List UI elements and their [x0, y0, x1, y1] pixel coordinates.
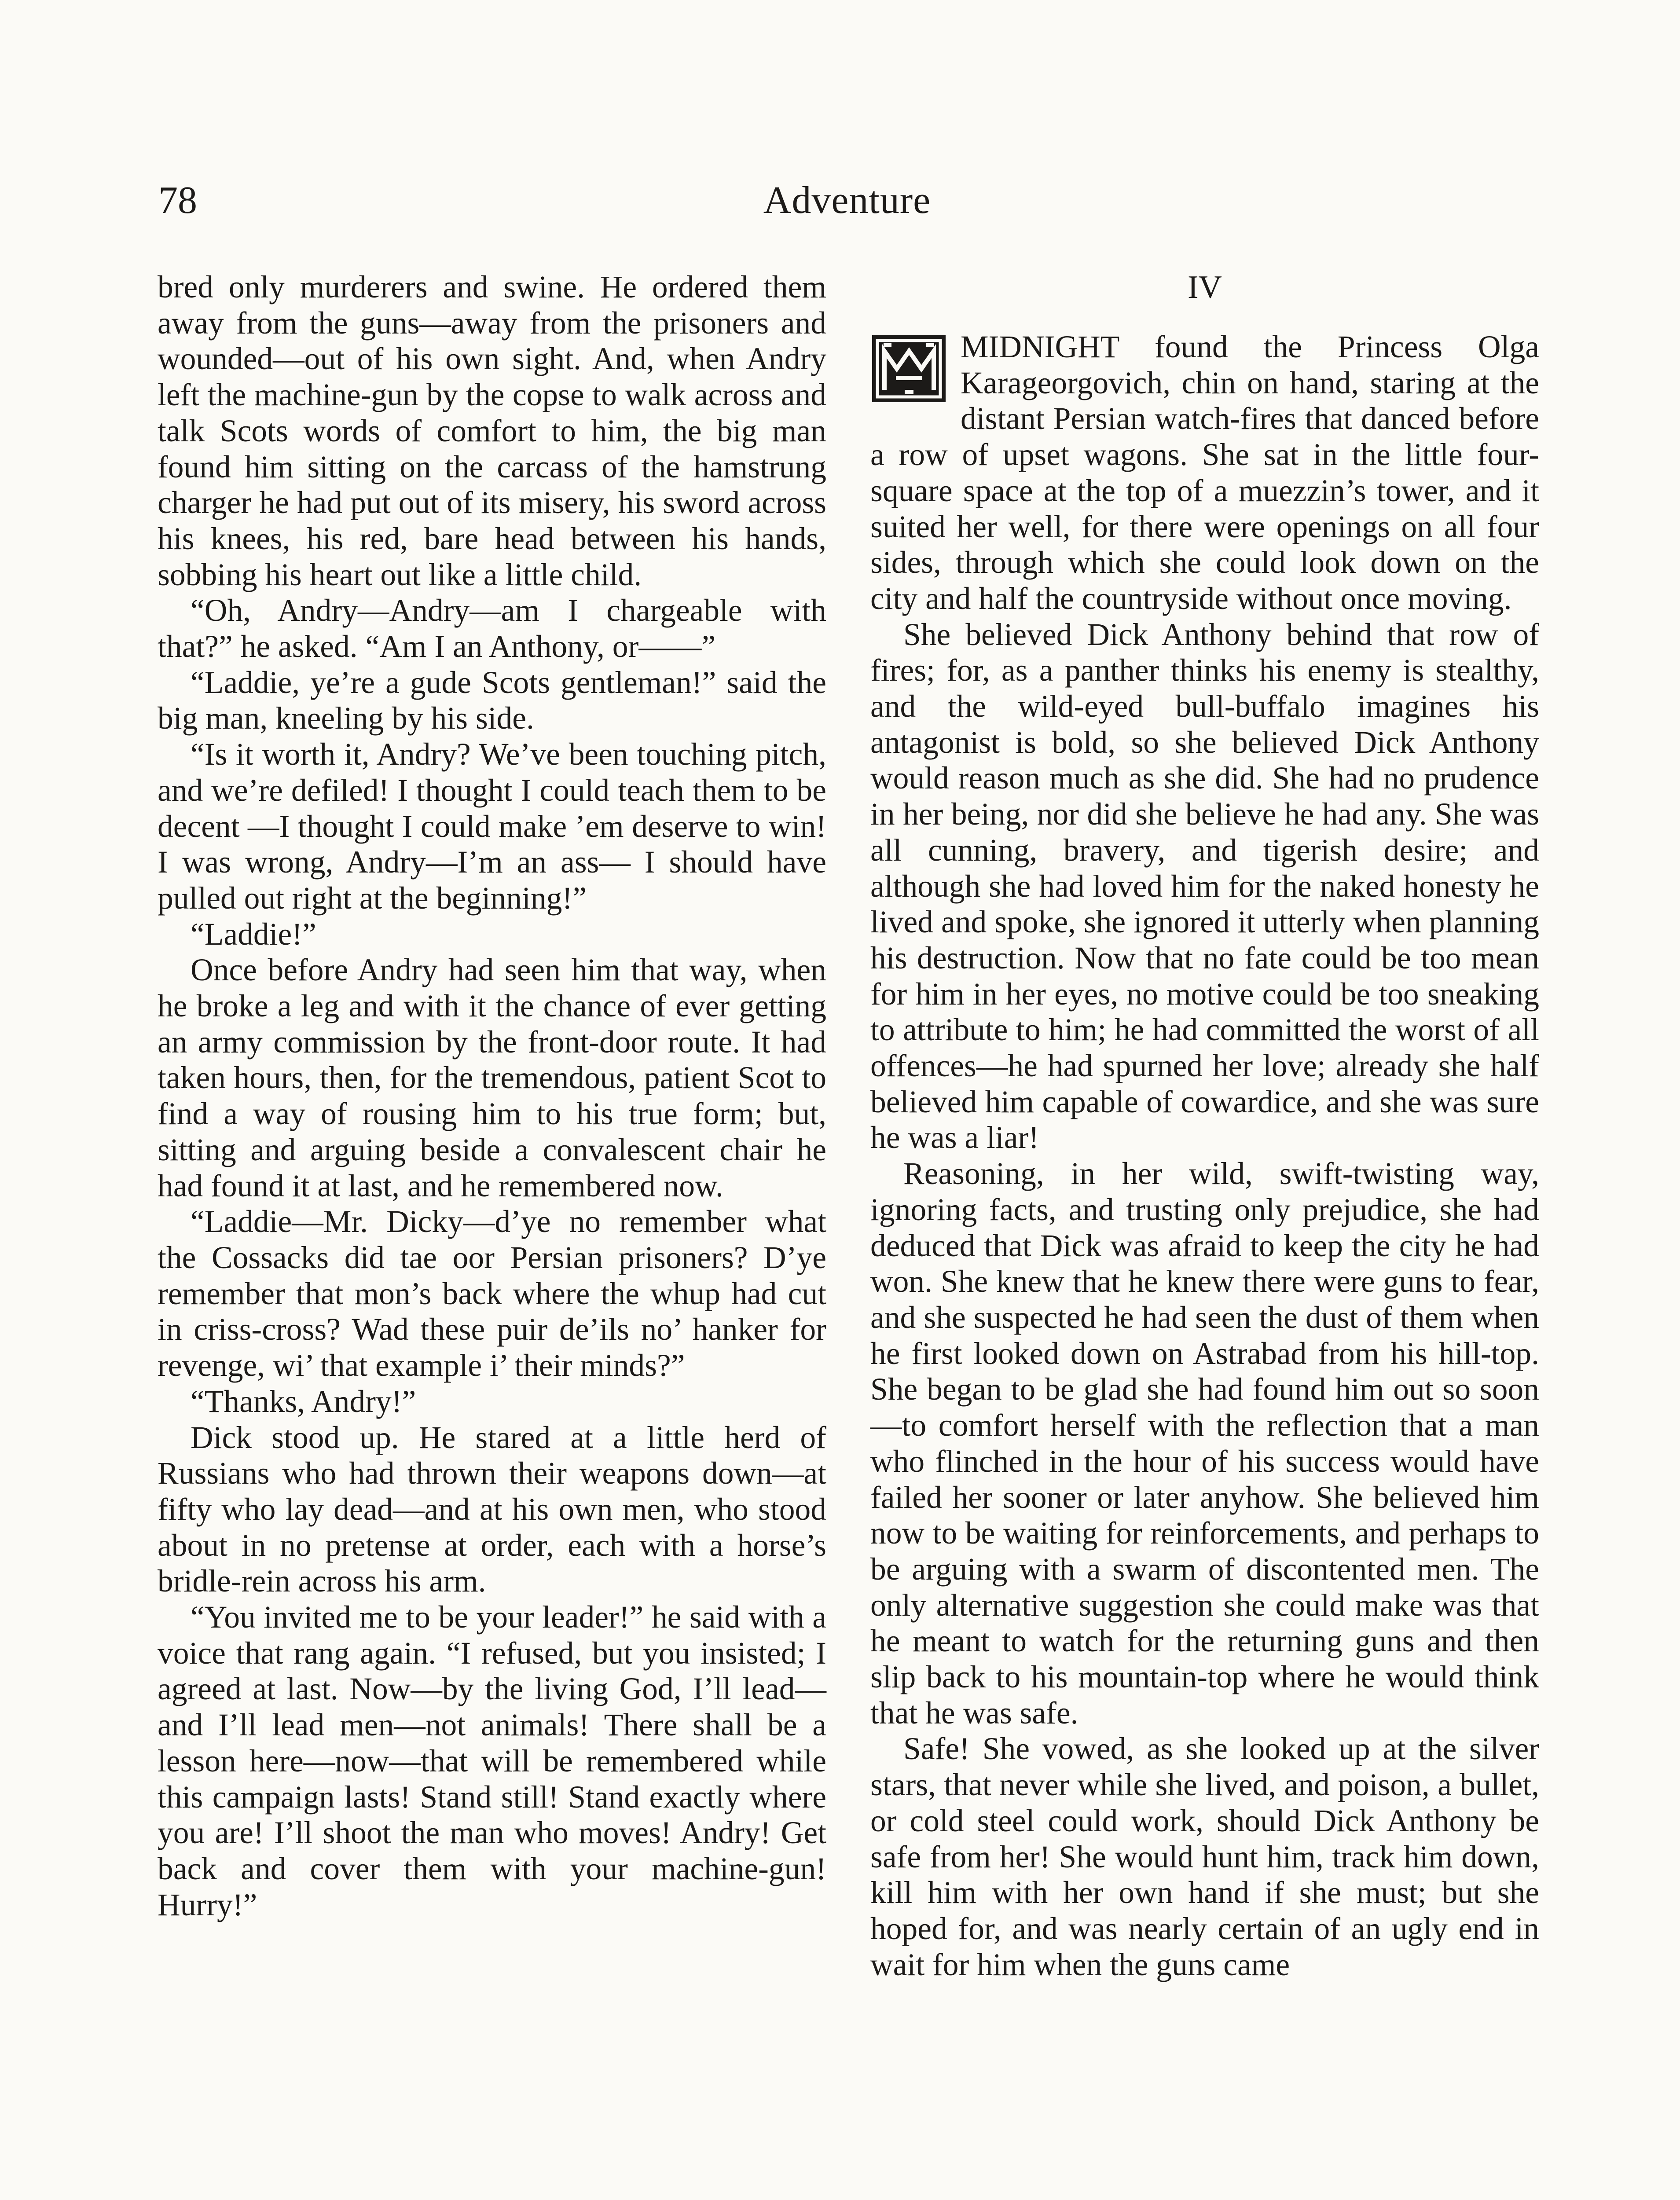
- paragraph: “You invited me to be your leader!” he said with a voice that rang again. “I refused, but you insisted; I agreed at last. Now—by the living God, I’ll lead—and I’ll lead men—not animals! There shall be a lesson here—now—that will be remembered while this campaign lasts! Stand still! Stand exactly where you are! I’ll shoot the man who moves! Andry! Get back and cover them with your machine-gun! Hurry!”: [158, 1600, 826, 1922]
- paragraph: Once before Andry had seen him that way, when he broke a leg and with it the chance of ever getting an army commission by the front-door route. It had taken hours, then, for the tremendous, patient Scot to find a way of rousing him to his true form; but, sitting and arguing beside a convalescent chair he had found it at last, and he remembered now.: [158, 953, 826, 1203]
- page-number: 78: [158, 179, 197, 222]
- paragraph: Dick stood up. He stared at a little herd of Russians who had thrown their weapons down—at fifty who lay dead—and at his own men, who stood about in no pretense at order, each with a horse’s bridle-rein across his arm.: [158, 1420, 826, 1599]
- paragraph: “Is it worth it, Andry? We’ve been touching pitch, and we’re defiled! I thought I could teach them to be decent —I thought I could make ’em deserve to win! I was wrong, Andry—I’m an ass— I should have pulled out right at the beginning!”: [158, 737, 826, 916]
- paragraph-text: MIDNIGHT found the Princess Olga Karageorgovich, chin on hand, staring at the distant Persian watch-fires that danced before a row of upset wagons. She sat in the little four-square space at the top of a muezzin’s tower, and it suited her well, for there were openings on all four sides, through which she could look down on the city and half the countryside without once moving.: [870, 330, 1539, 616]
- paragraph: Reasoning, in her wild, swift-twisting way, ignoring facts, and trusting only prejudice, she had deduced that Dick was afraid to keep the city he had won. She knew that he knew there were guns to fear, and she suspected he had seen the dust of them when he first looked down on Astrabad from his hill-top. She began to be glad she had found him out so soon—to comfort herself with the reflection that a man who flinched in the hour of his success would have failed her sooner or later anyhow. She believed him now to be waiting for reinforcements, and perhaps to be arguing with a swarm of discontented men. The only alternative suggestion she could make was that he meant to watch for the returning guns and then slip back to his mountain-top where he would think that he was safe.: [870, 1156, 1539, 1731]
- paragraph: “Laddie, ye’re a gude Scots gentleman!” said the big man, kneeling by his side.: [158, 665, 826, 736]
- right-column: [870, 269, 1539, 1983]
- paragraph: Safe! She vowed, as she looked up at the silver stars, that never while she lived, and poison, a bullet, or cold steel could work, should Dick Anthony be safe from her! She would hunt him, track him down, kill him with her own hand if she must; but she hoped for, and was nearly certain of an ugly end in wait for him when the guns came: [870, 1731, 1539, 1982]
- left-column: [158, 269, 826, 1923]
- paragraph: “Laddie!”: [191, 917, 316, 952]
- paragraph: [870, 329, 1539, 617]
- page-header: [158, 178, 1536, 231]
- paragraph: “Oh, Andry—Andry—am I chargeable with that?” he asked. “Am I an Anthony, or——”: [158, 593, 826, 664]
- running-title: Adventure: [763, 179, 931, 222]
- paragraph: “Laddie—Mr. Dicky—d’ye no remember what the Cossacks did tae oor Persian prisoners? D’ye remember that mon’s back where the whup had cut in criss-cross? Wad these puir de’ils no’ hanker for revenge, wi’ that example i’ their minds?”: [158, 1204, 826, 1383]
- paragraph: “Thanks, Andry!”: [191, 1384, 416, 1419]
- ornamental-initial-m-icon: [870, 334, 947, 404]
- paragraph: bred only murderers and swine. He ordered them away from the guns—away from the prisoners and wounded—out of his own sight. And, when Andry left the machine-gun by the copse to walk across and talk Scots words of comfort to him, the big man found him sitting on the carcass of the hamstrung charger he had put out of its misery, his sword across his knees, his red, bare head between his hands, sobbing his heart out like a little child.: [158, 270, 826, 592]
- section-number: IV: [1187, 269, 1222, 305]
- paragraph: She believed Dick Anthony behind that row of fires; for, as a panther thinks his enemy is stealthy, and the wild-eyed bull-buffalo imagines his antagonist is bold, so she believed Dick Anthony would reason much as she did. She had no prudence in her being, nor did she believe he had any. She was all cunning, bravery, and tigerish desire; and although she had loved him for the naked honesty he lived and spoke, she ignored it utterly when planning his destruction. Now that no fate could be too mean for him in her eyes, no motive could be too sneaking to attribute to him; he had committed the worst of all offences—he had spurned her love; already she half believed him capable of cowardice, and she was sure he was a liar!: [870, 617, 1539, 1155]
